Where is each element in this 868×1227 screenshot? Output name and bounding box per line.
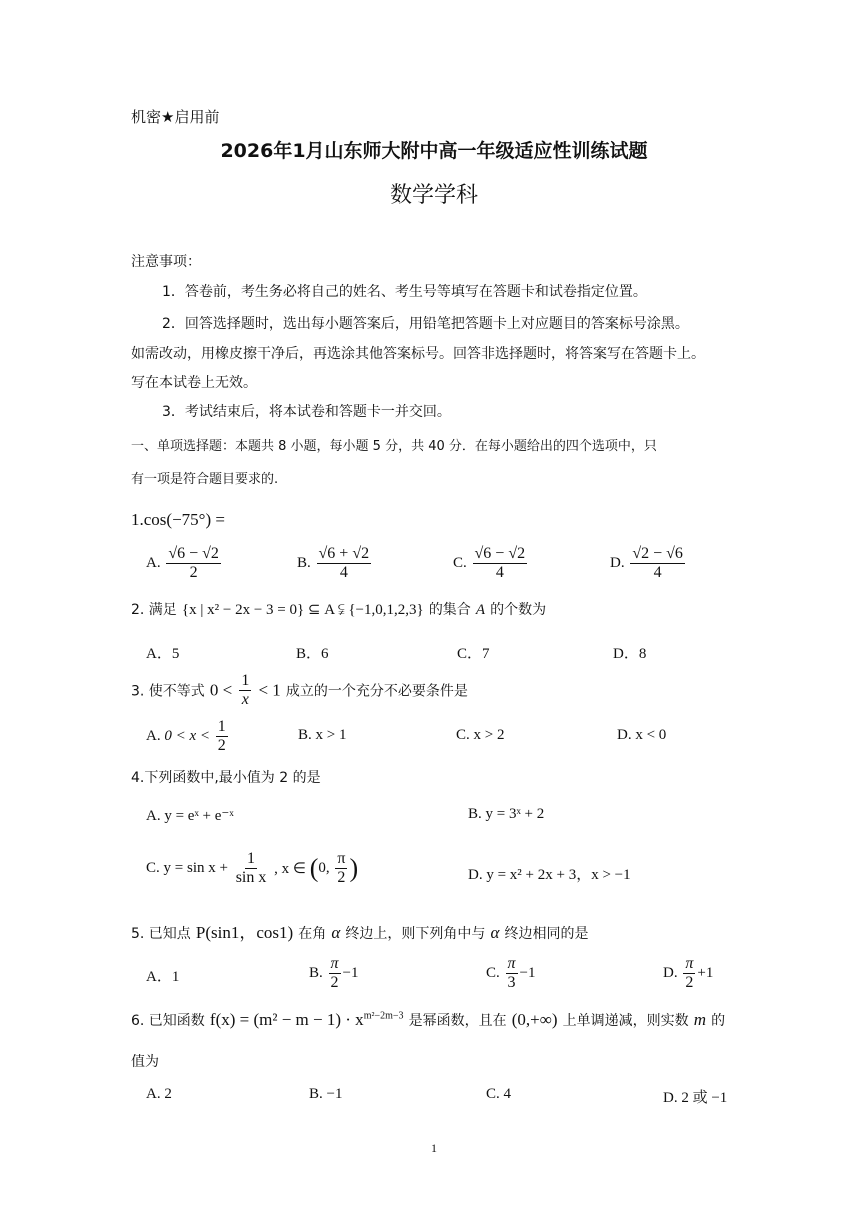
q5-stem: 5. 已知点 P(sin1，cos1) 在角 α 终边上，则下列角中与 α 终边相同的是 [131, 923, 589, 942]
q4-option-b: B. y = 3ˣ + 2 [468, 806, 545, 822]
note-2c: 写在本试卷上无效。 [131, 375, 257, 391]
q3-stem: 3. 使不等式 0 < $\frac{1}{x}$ < 1 成立的一个充分不必要条件是 [131, 672, 468, 708]
exam-subject: 数学学科 [389, 183, 478, 208]
q1-stem: 1.cos(−75°) = [131, 510, 225, 529]
q1-option-a: A. $\frac{√6 - √2}{2}$ [146, 545, 219, 581]
q6-stem: 6. 已知函数 $f(x) = (m^2 - m - 1) \cdot x^{m^2-2m-3}$ 是幂函数，且在 (0,+∞) 上单调递减，则实数 m 的 [131, 1010, 726, 1029]
q1-option-d: D. $\frac{√2 - √6}{4}$ [610, 545, 683, 581]
q3-option-c: C. x > 2 [456, 727, 505, 743]
q2-option-c: C．7 [457, 646, 490, 662]
q5-option-c: C. $\frac{\pi}{3}$ −1 [486, 955, 536, 991]
q6-option-c: C. 4 [486, 1086, 512, 1102]
q3-option-b: B. x > 1 [298, 727, 347, 743]
q3-option-a: A. 0 < x < $\frac{1}{2}$ [146, 718, 226, 754]
section1-line1: 一、单项选择题：本题共 8 小题，每小题 5 分，共 40 分．在每小题给出的四个选项中，只 [131, 439, 657, 454]
note-3: 3．考试结束后，将本试卷和答题卡一并交回。 [162, 404, 451, 420]
page-number: 1 [431, 1141, 437, 1155]
note-2a: 2．回答选择题时，选出每小题答案后，用铅笔把答题卡上对应题目的答案标号涂黑。 [162, 316, 689, 332]
q4-stem: 4.下列函数中,最小值为 2 的是 [131, 770, 321, 786]
section1-line2: 有一项是符合题目要求的. [131, 472, 279, 487]
exam-title: 2026年1月山东师大附中高一年级适应性训练试题 [220, 140, 648, 162]
q2-option-d: D．8 [613, 646, 647, 662]
q5-option-d: D. $\frac{\pi}{2}$ +1 [663, 955, 714, 991]
q6-option-a: A. 2 [146, 1086, 172, 1102]
q1-option-b: B. $\frac{√6 + √2}{4}$ [297, 545, 370, 581]
q3-option-d: D. x < 0 [617, 727, 667, 743]
q6-stem-line2: 值为 [131, 1054, 159, 1070]
q4-option-a: A. y = eˣ + e⁻ˣ [146, 808, 234, 824]
notes-heading: 注意事项： [131, 254, 201, 270]
q1-option-c: C. $\frac{√6 - √2}{4}$ [453, 545, 526, 581]
q6-option-b: B. −1 [309, 1086, 343, 1102]
q5-option-b: B. $\frac{\pi}{2}$ −1 [309, 955, 359, 991]
q2-option-b: B．6 [296, 646, 329, 662]
q4-option-d: D. y = x² + 2x + 3，x > −1 [468, 867, 631, 883]
note-1: 1．答卷前，考生务必将自己的姓名、考生号等填写在答题卡和试卷指定位置。 [162, 284, 647, 300]
q2-stem: 2. 满足 {x | x² − 2x − 3 = 0} ⊆ A ⫋ {−1,0,1,2,3} 的集合 A 的个数为 [131, 602, 547, 618]
q4-option-c: C. y = sin x + $\frac{1}{\text{sin x}}$ , x ∈ (0, $\frac{\pi}{2}$ ) [146, 850, 359, 886]
q6-option-d: D. 2 或 −1 [663, 1090, 728, 1106]
q2-option-a: A．5 [146, 646, 180, 662]
note-2b: 如需改动，用橡皮擦干净后，再选涂其他答案标号。回答非选择题时，将答案写在答题卡上。 [131, 346, 705, 362]
q5-option-a: A．1 [146, 969, 180, 985]
confidential-label: 机密★启用前 [131, 108, 220, 126]
